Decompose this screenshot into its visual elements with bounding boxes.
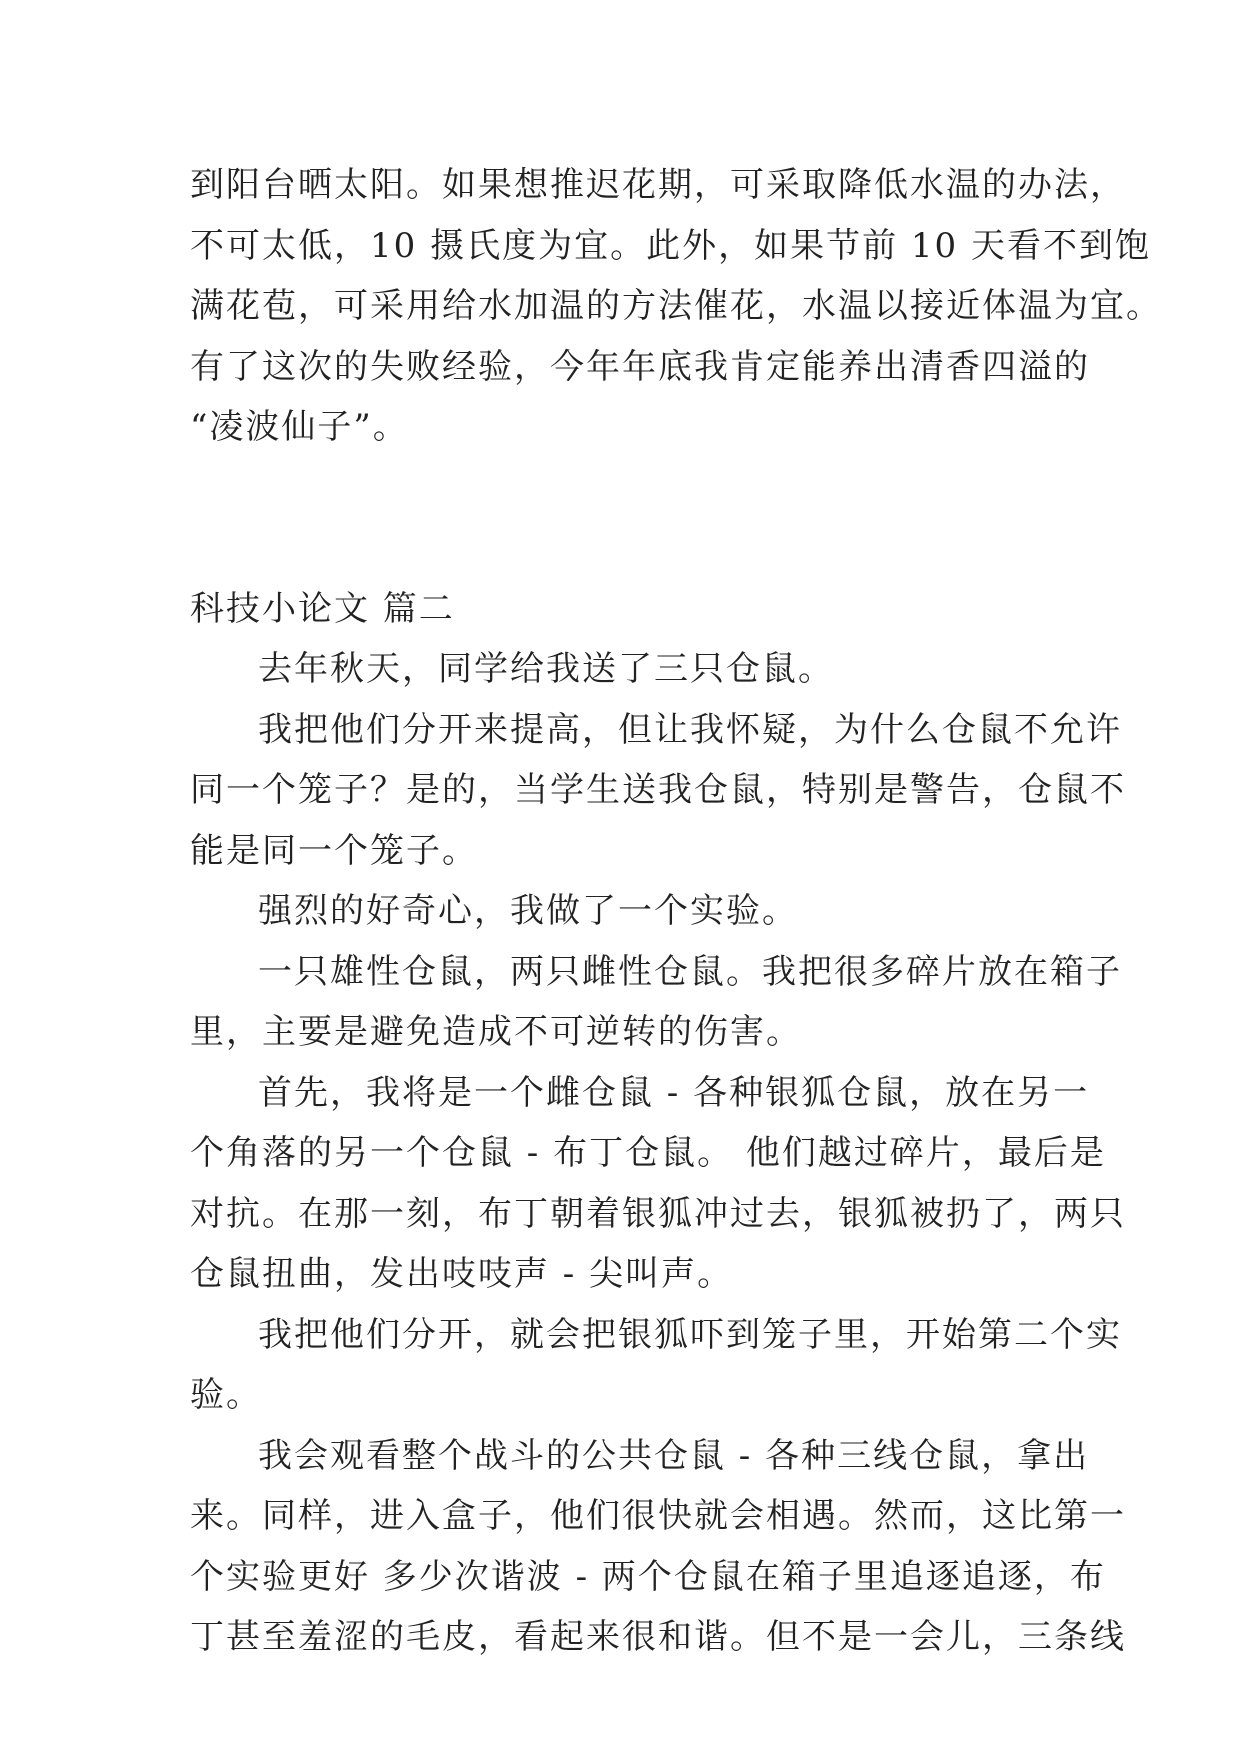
text-line: 个角落的另一个仓鼠 - 布丁仓鼠。 他们越过碎片，最后是: [190, 1133, 1106, 1173]
section-heading: 科技小论文 篇二: [190, 588, 455, 629]
text-line: 对抗。在那一刻，布丁朝着银狐冲过去，银狐被扔了，两只: [190, 1193, 1126, 1234]
document-page: [190, 155, 1162, 1668]
text-line: 首先，我将是一个雌仓鼠 - 各种银狐仓鼠，放在另一: [258, 1072, 1090, 1113]
text-line: 去年秋天，同学给我送了三只仓鼠。: [258, 649, 834, 689]
text-line: 不可太低，10 摄氏度为宜。此外，如果节前 10 天看不到饱: [190, 225, 1151, 266]
section1-text: [190, 155, 1162, 458]
text-line: 仓鼠扭曲，发出吱吱声 - 尖叫声。: [190, 1254, 734, 1294]
text-line: 同一个笼子？是的，当学生送我仓鼠，特别是警告，仓鼠不: [190, 770, 1126, 810]
text-line: 一只雄性仓鼠，两只雌性仓鼠。我把很多碎片放在箱子: [258, 951, 1122, 992]
paragraph: [190, 1426, 1126, 1668]
text-line: 强烈的好奇心，我做了一个实验。: [258, 891, 798, 931]
text-line: 能是同一个笼子。: [190, 830, 478, 871]
text-line: 来。同样，进入盒子，他们很快就会相遇。然而，这比第一: [190, 1496, 1126, 1536]
text-line: 个实验更好 多少次谐波 - 两个仓鼠在箱子里追逐追逐，布: [190, 1556, 1106, 1597]
text-line: 里，主要是避免造成不可逆转的伤害。: [190, 1012, 802, 1052]
text-line: “凌波仙子”。: [190, 407, 409, 447]
section-spacer: [190, 458, 1050, 579]
paragraph: [190, 639, 1050, 700]
text-line: 丁甚至羞涩的毛皮，看起来很和谐。但不是一会儿，三条线: [190, 1617, 1126, 1657]
text-line: 验。: [190, 1375, 262, 1415]
text-line: 我把他们分开，就会把银狐吓到笼子里，开始第二个实: [258, 1314, 1122, 1355]
text-line: 到阳台晒太阳。如果想推迟花期，可采取降低水温的办法，: [190, 165, 1126, 205]
text-line: 满花苞，可采用给水加温的方法催花，水温以接近体温为宜。: [190, 286, 1162, 326]
paragraph: [190, 881, 1050, 942]
paragraph: [190, 700, 1126, 882]
paragraph: [190, 942, 1122, 1063]
paragraph: [190, 1063, 1126, 1305]
text-line: 我会观看整个战斗的公共仓鼠 - 各种三线仓鼠，拿出: [258, 1435, 1090, 1476]
text-line: 有了这次的失败经验，今年年底我肯定能养出清香四溢的: [190, 346, 1090, 387]
text-line: 我把他们分开来提高，但让我怀疑，为什么仓鼠不允许: [258, 709, 1122, 750]
paragraph: [190, 1305, 1122, 1426]
